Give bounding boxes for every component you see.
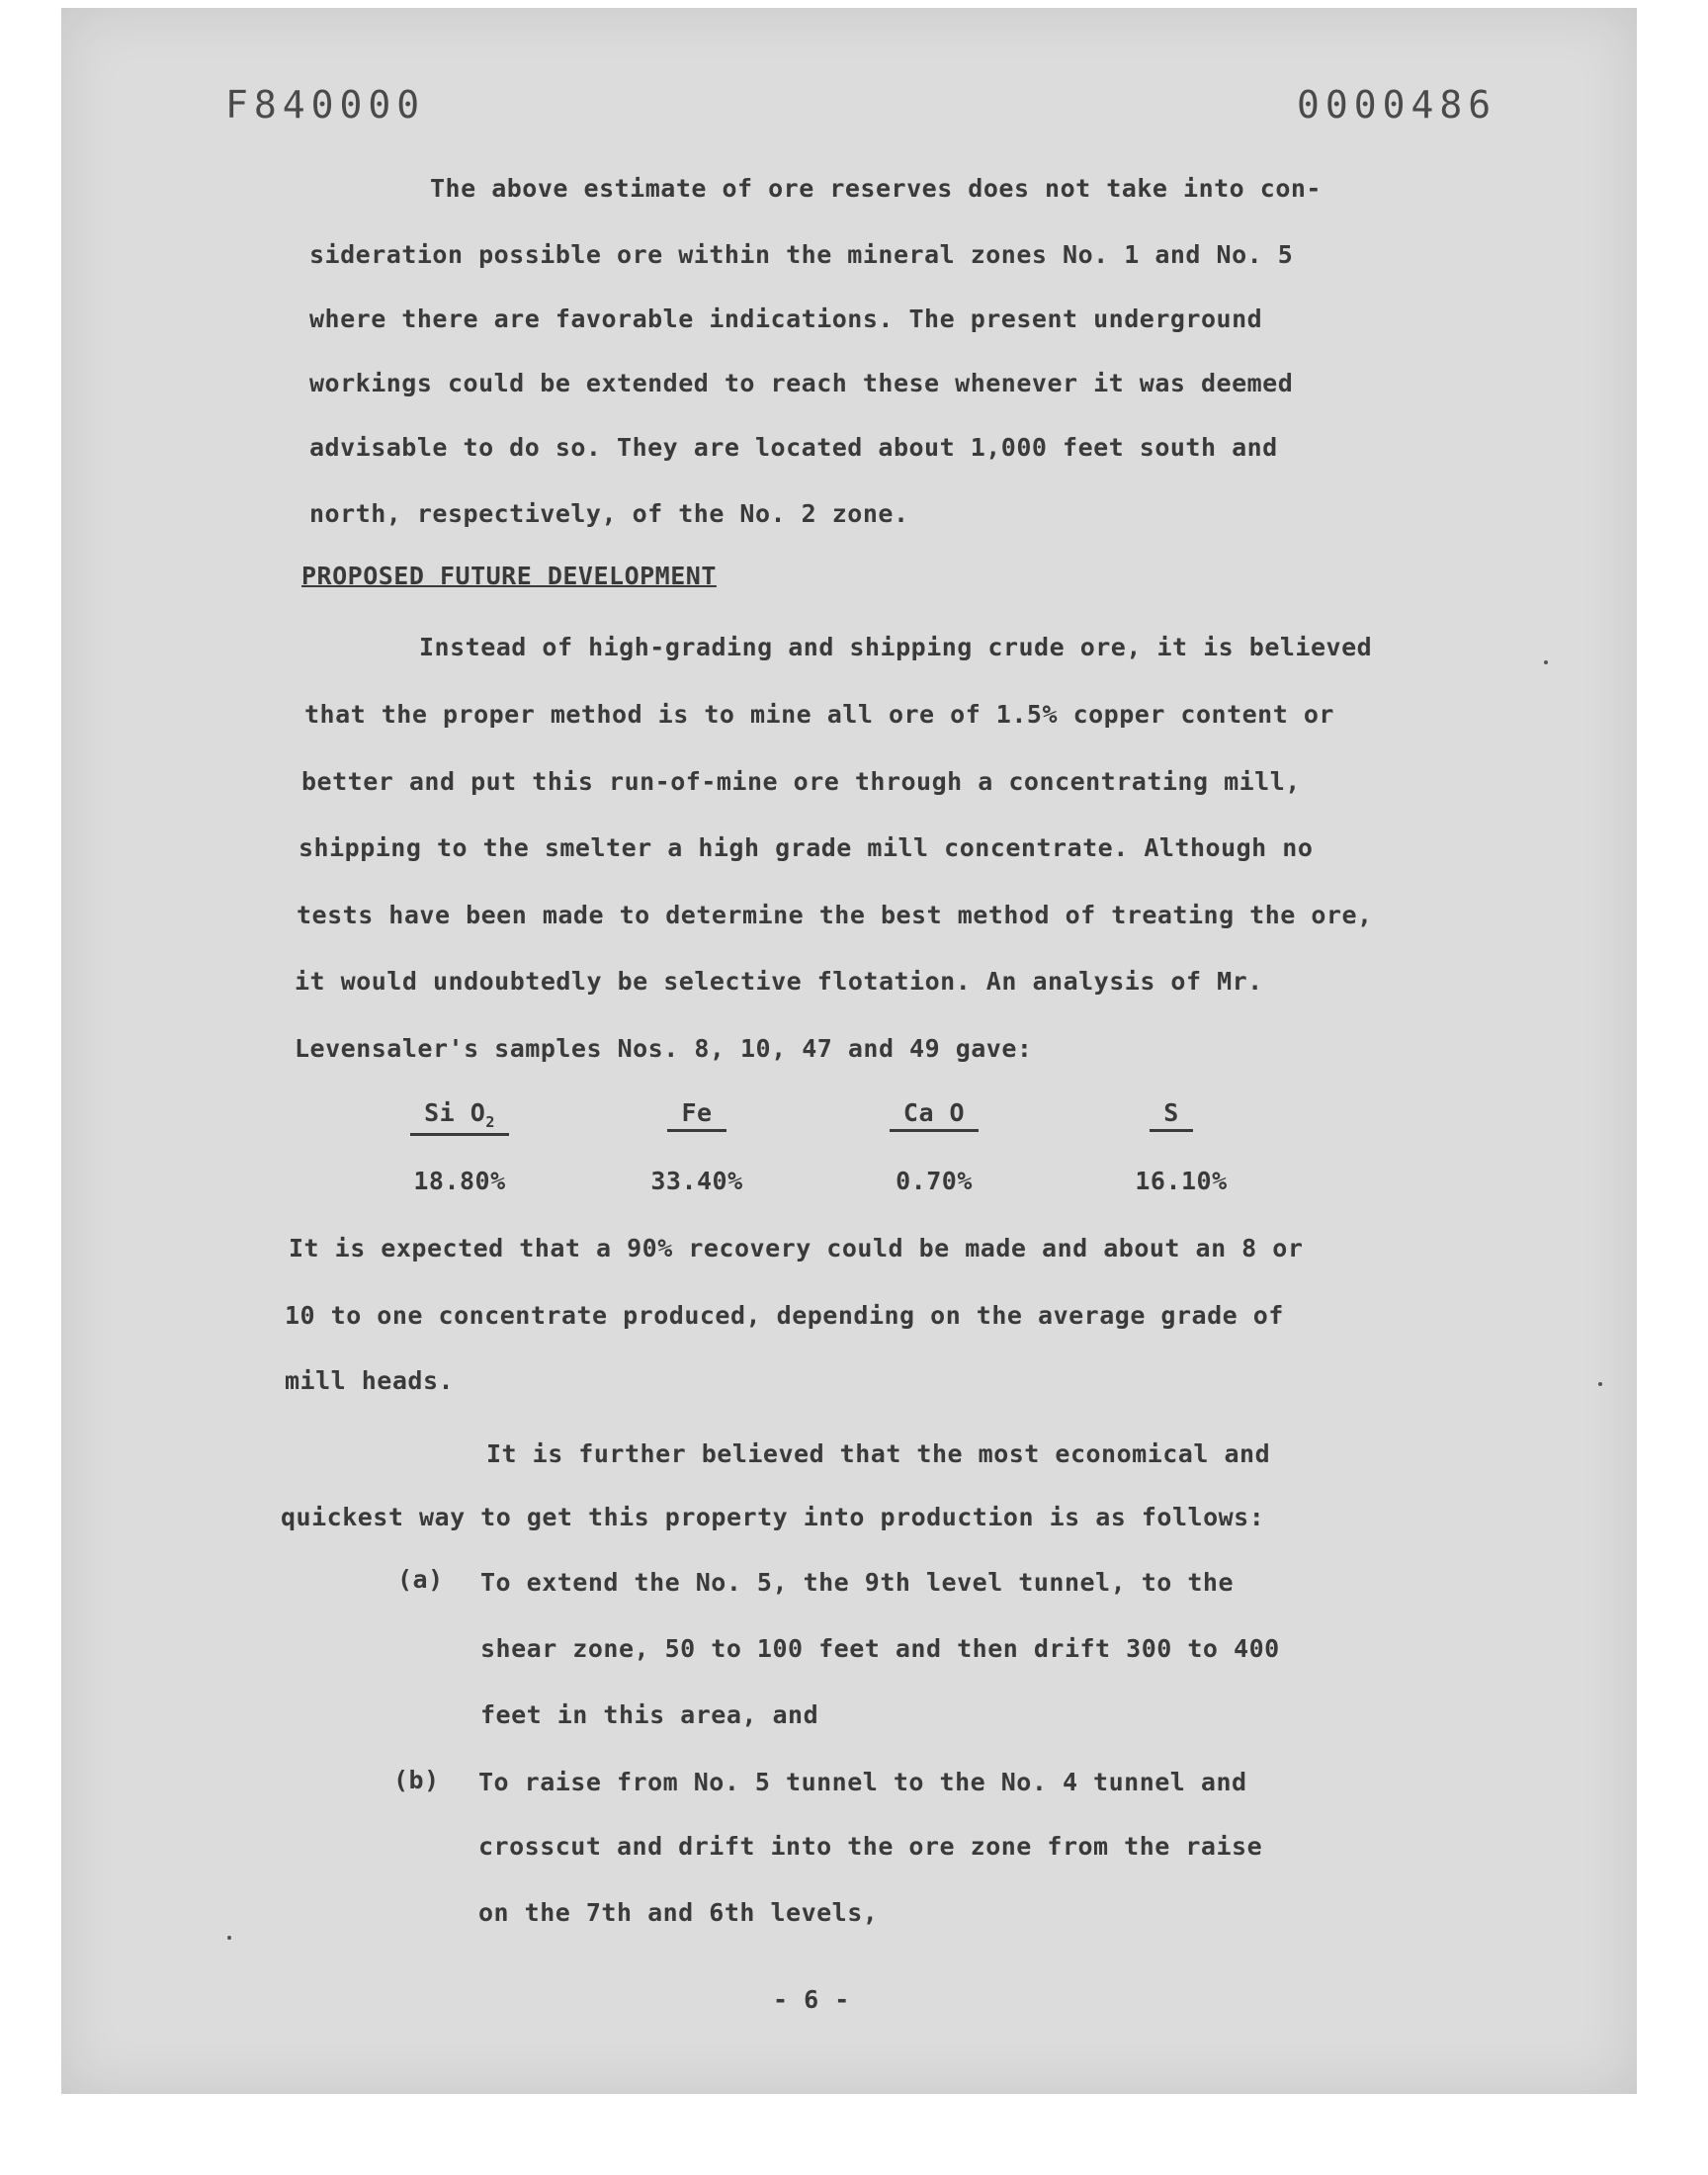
text-line: feet in this area, and xyxy=(480,1700,819,1729)
document-stamp-right: 0000486 xyxy=(1297,83,1497,127)
text-line: shipping to the smelter a high grade mill concentrate. Although no xyxy=(299,833,1314,862)
section-heading: PROPOSED FUTURE DEVELOPMENT xyxy=(301,562,717,590)
analysis-column-header xyxy=(633,1098,761,1132)
analysis-value: 16.10% xyxy=(1135,1167,1228,1195)
analysis-header-text: Fe xyxy=(667,1098,726,1132)
text-line: tests have been made to determine the best method of treating the ore, xyxy=(297,901,1373,929)
scan-speck xyxy=(227,1936,231,1940)
analysis-column-header xyxy=(1107,1098,1236,1132)
page-number: - 6 - xyxy=(773,1985,850,2014)
text-line: sideration possible ore within the mineral zones No. 1 and No. 5 xyxy=(309,240,1294,269)
text-line: It is expected that a 90% recovery could be made and about an 8 or xyxy=(289,1234,1304,1262)
text-line: mill heads. xyxy=(285,1366,455,1395)
list-item-label: (b) xyxy=(393,1766,440,1794)
scan-speck xyxy=(1598,1382,1602,1386)
text-line: north, respectively, of the No. 2 zone. xyxy=(309,499,909,528)
analysis-column-header xyxy=(395,1098,524,1136)
text-line: crosscut and drift into the ore zone from the raise xyxy=(478,1832,1263,1861)
analysis-value: 18.80% xyxy=(413,1167,506,1195)
list-item-label: (a) xyxy=(397,1565,444,1594)
text-line: better and put this run-of-mine ore through a concentrating mill, xyxy=(301,767,1301,796)
text-line: where there are favorable indications. The present underground xyxy=(309,304,1263,333)
text-line: Instead of high-grading and shipping crude ore, it is believed xyxy=(419,633,1373,661)
text-line: workings could be extended to reach these whenever it was deemed xyxy=(309,369,1294,397)
analysis-header-text: S xyxy=(1150,1098,1193,1132)
analysis-value: 0.70% xyxy=(896,1167,973,1195)
text-line: The above estimate of ore reserves does not take into con- xyxy=(430,174,1322,203)
text-line: 10 to one concentrate produced, depending on the average grade of xyxy=(285,1301,1284,1330)
text-line: shear zone, 50 to 100 feet and then drift 300 to 400 xyxy=(480,1634,1280,1663)
document-page xyxy=(61,8,1637,2094)
analysis-header-subscript: 2 xyxy=(485,1113,495,1131)
scan-speck xyxy=(1544,660,1548,664)
text-line: To extend the No. 5, the 9th level tunnel, to the xyxy=(480,1568,1235,1597)
analysis-header-text: Ca O xyxy=(890,1098,979,1132)
text-line: quickest way to get this property into production is as follows: xyxy=(281,1503,1265,1531)
text-line: It is further believed that the most economical and xyxy=(486,1439,1271,1468)
text-line: To raise from No. 5 tunnel to the No. 4 tunnel and xyxy=(478,1768,1247,1796)
text-line: that the proper method is to mine all ore of 1.5% copper content or xyxy=(304,700,1334,729)
document-stamp-left: F840000 xyxy=(225,83,426,127)
analysis-column-header xyxy=(870,1098,998,1132)
text-line: Levensaler's samples Nos. 8, 10, 47 and 49 gave: xyxy=(295,1034,1033,1063)
text-line: on the 7th and 6th levels, xyxy=(478,1898,879,1927)
text-line: advisable to do so. They are located about 1,000 feet south and xyxy=(309,433,1278,462)
analysis-value: 33.40% xyxy=(650,1167,743,1195)
analysis-header-text: Si O xyxy=(424,1098,486,1127)
text-line: it would undoubtedly be selective flotation. An analysis of Mr. xyxy=(295,967,1263,996)
